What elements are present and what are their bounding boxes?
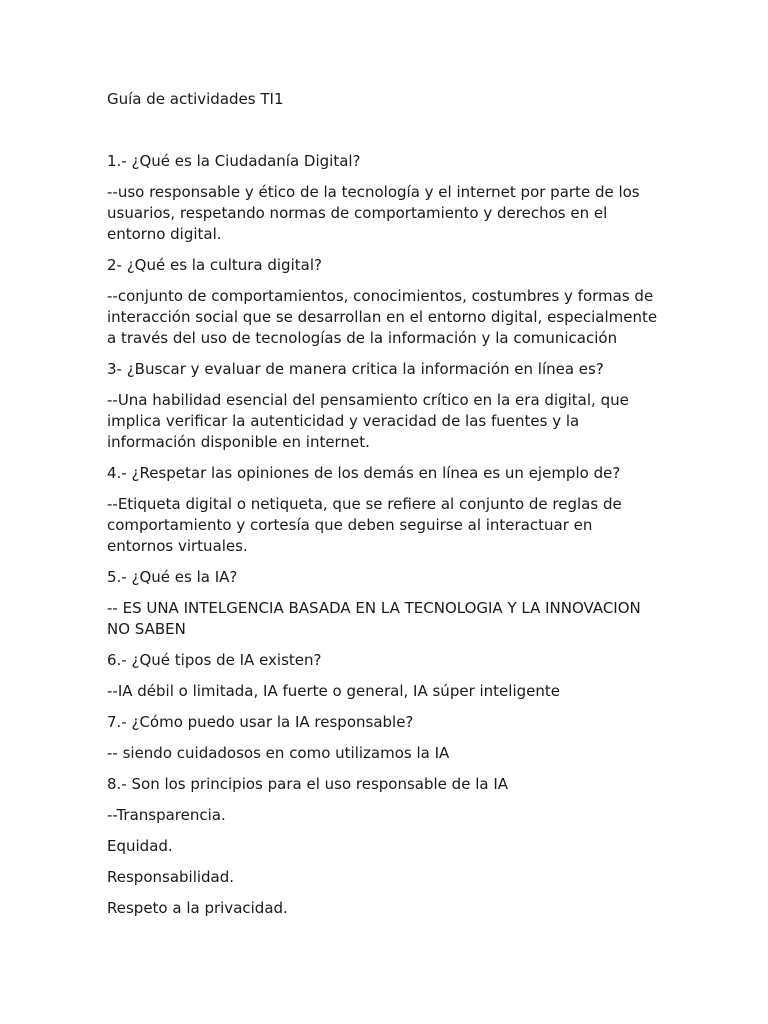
question-2: 2- ¿Qué es la cultura digital? (107, 256, 322, 274)
question-3: 3- ¿Buscar y evaluar de manera critica la información en línea es? (107, 360, 604, 378)
document-body (107, 151, 667, 929)
answer-3: --Una habilidad esencial del pensamiento crítico en la era digital, que implica verificar la autenticidad y veracidad de las fuentes y la información disponible en internet. (107, 391, 629, 451)
document-title: Guía de actividades TI1 (107, 90, 284, 108)
question-1: 1.- ¿Qué es la Ciudadanía Digital? (107, 152, 361, 170)
answer-4: --Etiqueta digital o netiqueta, que se refiere al conjunto de reglas de comportamiento y cortesía que deben seguirse al interactuar en entornos virtuales. (107, 495, 622, 555)
question-8: 8.- Son los principios para el uso responsable de la IA (107, 775, 509, 793)
principle-responsibility: Responsabilidad. (107, 868, 235, 886)
question-5: 5.- ¿Qué es la IA? (107, 568, 238, 586)
answer-5: -- ES UNA INTELGENCIA BASADA EN LA TECNOLOGIA Y LA INNOVACION NO SABEN (107, 599, 641, 638)
answer-2: --conjunto de comportamientos, conocimientos, costumbres y formas de interacción social que se desarrollan en el entorno digital, especialmente a través del uso de tecnologías de la información y la comunicación (107, 287, 658, 347)
principle-transparency: --Transparencia. (107, 806, 226, 824)
principle-privacy: Respeto a la privacidad. (107, 899, 288, 917)
answer-6: --IA débil o limitada, IA fuerte o general, IA súper inteligente (107, 682, 560, 700)
principle-equity: Equidad. (107, 837, 173, 855)
question-4: 4.- ¿Respetar las opiniones de los demás en línea es un ejemplo de? (107, 464, 621, 482)
question-7: 7.- ¿Cómo puedo usar la IA responsable? (107, 713, 414, 731)
answer-1: --uso responsable y ético de la tecnología y el internet por parte de los usuarios, respetando normas de comportamiento y derechos en el entorno digital. (107, 183, 640, 243)
answer-7: -- siendo cuidadosos en como utilizamos la IA (107, 744, 450, 762)
question-6: 6.- ¿Qué tipos de IA existen? (107, 651, 322, 669)
